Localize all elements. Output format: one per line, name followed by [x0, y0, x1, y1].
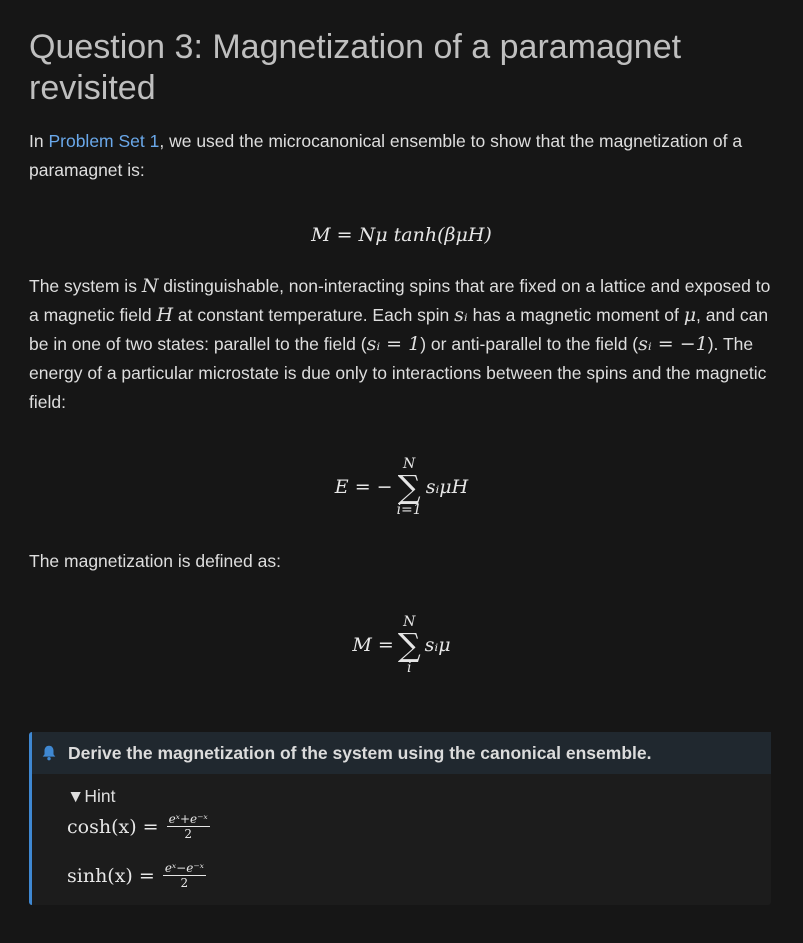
- math-si-equals-minus-1: sᵢ = −1: [638, 333, 708, 355]
- problem-set-1-link[interactable]: Problem Set 1: [48, 131, 160, 151]
- sum-lower-limit: i=1: [396, 502, 422, 518]
- cosh-lhs: cosh(x) =: [67, 816, 159, 838]
- system-text-2: distinguishable, non-interacting spins that are fixed on a lattice and exposed to a magnetic field: [29, 276, 771, 325]
- system-text-6: ) or anti-parallel to the field (: [420, 334, 639, 354]
- intro-prefix: In: [29, 131, 49, 151]
- bell-icon: [40, 744, 58, 762]
- sigma-symbol: ∑: [397, 468, 421, 506]
- equation-magnetization-tanh-text: M = Nμ tanh(βμH): [311, 224, 492, 246]
- sum-upper-limit-m: N: [403, 614, 416, 630]
- system-text-4: has a magnetic moment of: [467, 305, 684, 325]
- cosh-identity: [67, 813, 210, 841]
- summation-operator: [397, 456, 422, 518]
- sinh-identity: [67, 862, 206, 890]
- equation-magnetization-row: [352, 614, 450, 676]
- hint-toggle[interactable]: ▼Hint: [67, 786, 116, 806]
- summation-operator-m: [398, 614, 421, 676]
- task-callout: [29, 732, 771, 905]
- math-si: sᵢ: [454, 304, 468, 326]
- system-paragraph: [29, 272, 774, 417]
- math-mu: μ: [683, 304, 697, 326]
- callout-title: Derive the magnetization of the system using the canonical ensemble.: [68, 742, 652, 763]
- equation-magnetization-sum: [29, 614, 774, 676]
- cosh-numerator: eˣ+e⁻ˣ: [168, 812, 208, 826]
- system-text-7: ). The energy of a particular microstate is due only to interactions between the spins and the magnetic field:: [29, 334, 767, 412]
- sinh-lhs: sinh(x) =: [67, 865, 155, 887]
- page-title: Question 3: Magnetization of a paramagnet revisited: [29, 28, 682, 107]
- magnetization-lhs: M =: [352, 634, 394, 656]
- magnetization-rhs: sᵢμ: [424, 634, 451, 656]
- intro-paragraph: [29, 127, 774, 185]
- math-h: H: [156, 304, 174, 326]
- system-text-3: at constant temperature. Each spin: [173, 305, 455, 325]
- sum-lower-limit-m: i: [407, 660, 412, 676]
- cosh-fraction: [167, 813, 210, 841]
- sinh-denominator: 2: [180, 876, 189, 890]
- system-text-1: The system is: [29, 276, 142, 296]
- equation-magnetization-tanh: [29, 222, 774, 246]
- equation-energy-row: [335, 456, 468, 518]
- equation-energy: [29, 456, 774, 518]
- callout-header: [32, 732, 771, 774]
- sigma-symbol-m: ∑: [397, 626, 421, 664]
- sinh-numerator: eˣ−e⁻ˣ: [164, 861, 204, 875]
- sinh-fraction: [163, 862, 206, 890]
- math-si-equals-1: sᵢ = 1: [366, 333, 421, 355]
- intro-suffix: , we used the microcanonical ensemble to show that the magnetization of a paramagnet is:: [29, 131, 743, 180]
- sum-upper-limit: N: [403, 456, 416, 472]
- energy-lhs: E = −: [334, 476, 393, 498]
- math-n: N: [141, 275, 159, 297]
- cosh-denominator: 2: [184, 827, 192, 841]
- energy-rhs: sᵢμH: [425, 476, 469, 498]
- system-text-5: , and can be in one of two states: parallel to the field (: [29, 305, 769, 354]
- magnetization-definition-label: The magnetization is defined as:: [29, 551, 281, 571]
